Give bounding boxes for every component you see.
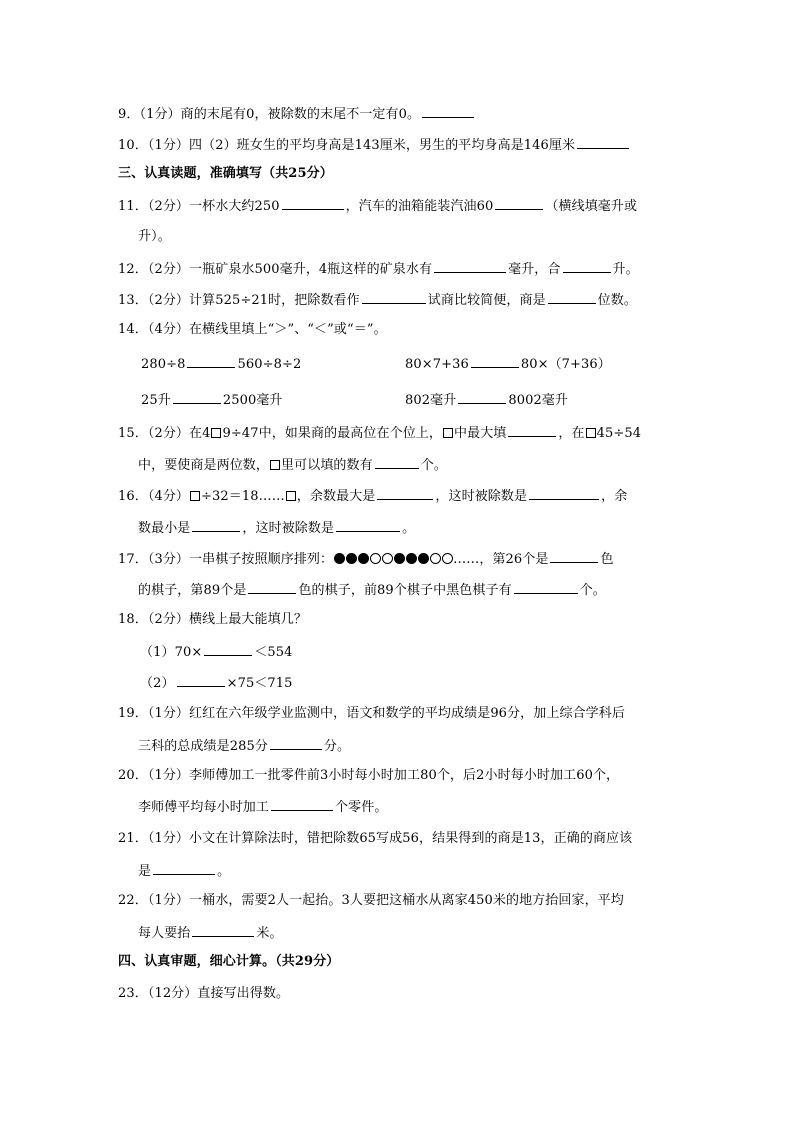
question-18-part-1: （1）70× ＜554: [140, 642, 293, 662]
white-chess-piece-icon: [382, 553, 393, 564]
black-chess-piece-icon: [394, 553, 405, 564]
question-18-part-2: （2） ×75＜715: [140, 673, 293, 693]
question-23: 23．（12分）直接写出得数。: [118, 986, 290, 1001]
question-18: 18．（2分）横线上最大能填几？: [118, 612, 307, 627]
answer-blank[interactable]: [192, 923, 254, 937]
answer-blank[interactable]: [173, 390, 221, 404]
answer-blank[interactable]: [514, 580, 578, 594]
answer-blank[interactable]: [529, 486, 599, 500]
black-chess-piece-icon: [358, 553, 369, 564]
answer-blank[interactable]: [422, 104, 474, 118]
white-chess-piece-icon: [370, 553, 381, 564]
question-21: 21．（1分）小文在计算除法时，错把除数65写成56，结果得到的商是13，正确的商应该: [118, 831, 633, 846]
q14-compare-1: 280÷8 560÷8÷2: [141, 354, 301, 374]
q14-compare-4: 802毫升 8002毫升: [405, 390, 568, 410]
q14-compare-3: 25升 2500毫升: [141, 390, 283, 410]
box-placeholder: [286, 491, 296, 501]
q14-compare-2: 80×7+36 80×（7+36）: [405, 354, 611, 374]
black-chess-piece-icon: [346, 553, 357, 564]
question-17: 17．（3分）一串棋子按照顺序排列： ……，第26个是 色: [118, 549, 614, 569]
question-22: 22．（1分）一桶水，需要2人一起抬。3人要把这桶水从离家450米的地方抬回家，平均: [118, 893, 624, 908]
answer-blank[interactable]: [270, 736, 322, 750]
box-placeholder: [270, 460, 280, 470]
answer-blank[interactable]: [434, 259, 506, 273]
question-19: 19．（1分）红红在六年级学业监测中，语文和数学的平均成绩是96分，加上综合学科后: [118, 706, 625, 721]
answer-blank[interactable]: [458, 390, 506, 404]
question-20-cont: 李师傅平均每小时加工 个零件。: [138, 797, 387, 817]
question-11-cont: 升）。: [138, 229, 171, 244]
answer-blank[interactable]: [282, 196, 344, 210]
black-chess-piece-icon: [418, 553, 429, 564]
question-17-cont: 的棋子，第89个是 色的棋子，前89个棋子中黑色棋子有 个。: [138, 580, 606, 600]
section-4-heading: 四、认真审题，细心计算。（共29分）: [118, 954, 340, 969]
question-22-cont: 每人要抬 米。: [138, 923, 283, 943]
white-chess-piece-icon: [430, 553, 441, 564]
answer-blank[interactable]: [563, 259, 611, 273]
answer-blank[interactable]: [550, 549, 598, 563]
section-3-heading: 三、认真读题，准确填写（共25分）: [118, 166, 333, 181]
answer-blank[interactable]: [204, 642, 252, 656]
box-placeholder: [586, 428, 596, 438]
chess-piece-pattern: [333, 552, 453, 567]
answer-blank[interactable]: [177, 673, 225, 687]
answer-blank[interactable]: [377, 486, 433, 500]
question-11: 11．（2分）一杯水大约250 ，汽车的油箱能装汽油60 （横线填毫升或: [118, 196, 637, 216]
answer-blank[interactable]: [153, 861, 215, 875]
answer-blank[interactable]: [471, 354, 519, 368]
answer-blank[interactable]: [548, 290, 596, 304]
question-14: 14．（4分）在横线里填上“＞”、“＜”或“＝”。: [118, 322, 387, 337]
question-12: 12．（2分）一瓶矿泉水500毫升，4瓶这样的矿泉水有 毫升，合 升。: [118, 259, 639, 279]
black-chess-piece-icon: [406, 553, 417, 564]
box-placeholder: [190, 491, 200, 501]
question-16: 16．（4分） ÷32＝18…… ，余数最大是 ，这时被除数是 ，余: [118, 486, 627, 506]
answer-blank[interactable]: [577, 135, 629, 149]
answer-blank[interactable]: [362, 290, 426, 304]
question-19-cont: 三科的总成绩是285分 分。: [138, 736, 350, 756]
question-13: 13．（2分）计算525÷21时，把除数看作 试商比较简便，商是 位数。: [118, 290, 637, 310]
question-21-cont: 是 。: [138, 861, 230, 881]
white-chess-piece-icon: [442, 553, 453, 564]
box-placeholder: [211, 428, 221, 438]
question-20: 20．（1分）李师傅加工一批零件前3小时每小时加工80个，后2小时每小时加工60个，: [118, 768, 620, 783]
answer-blank[interactable]: [336, 518, 400, 532]
question-16-cont: 数最小是 ，这时被除数是 。: [138, 518, 415, 538]
answer-blank[interactable]: [271, 797, 333, 811]
question-9: 9．（1分）商的末尾有0，被除数的末尾不一定有0。: [118, 104, 476, 124]
question-15: 15．（2分）在4 9÷47中，如果商的最高位在个位上， 中最大填 ，在 45÷54: [118, 423, 641, 443]
answer-blank[interactable]: [495, 196, 543, 210]
question-10: 10．（1分）四（2）班女生的平均身高是143厘米，男生的平均身高是146厘米: [118, 135, 631, 155]
answer-blank[interactable]: [248, 580, 296, 594]
answer-blank[interactable]: [375, 455, 419, 469]
answer-blank[interactable]: [508, 423, 556, 437]
answer-blank[interactable]: [187, 354, 235, 368]
box-placeholder: [443, 428, 453, 438]
answer-blank[interactable]: [192, 518, 240, 532]
question-15-cont: 中，要使商是两位数， 里可以填的数有 个。: [138, 455, 447, 475]
black-chess-piece-icon: [334, 553, 345, 564]
